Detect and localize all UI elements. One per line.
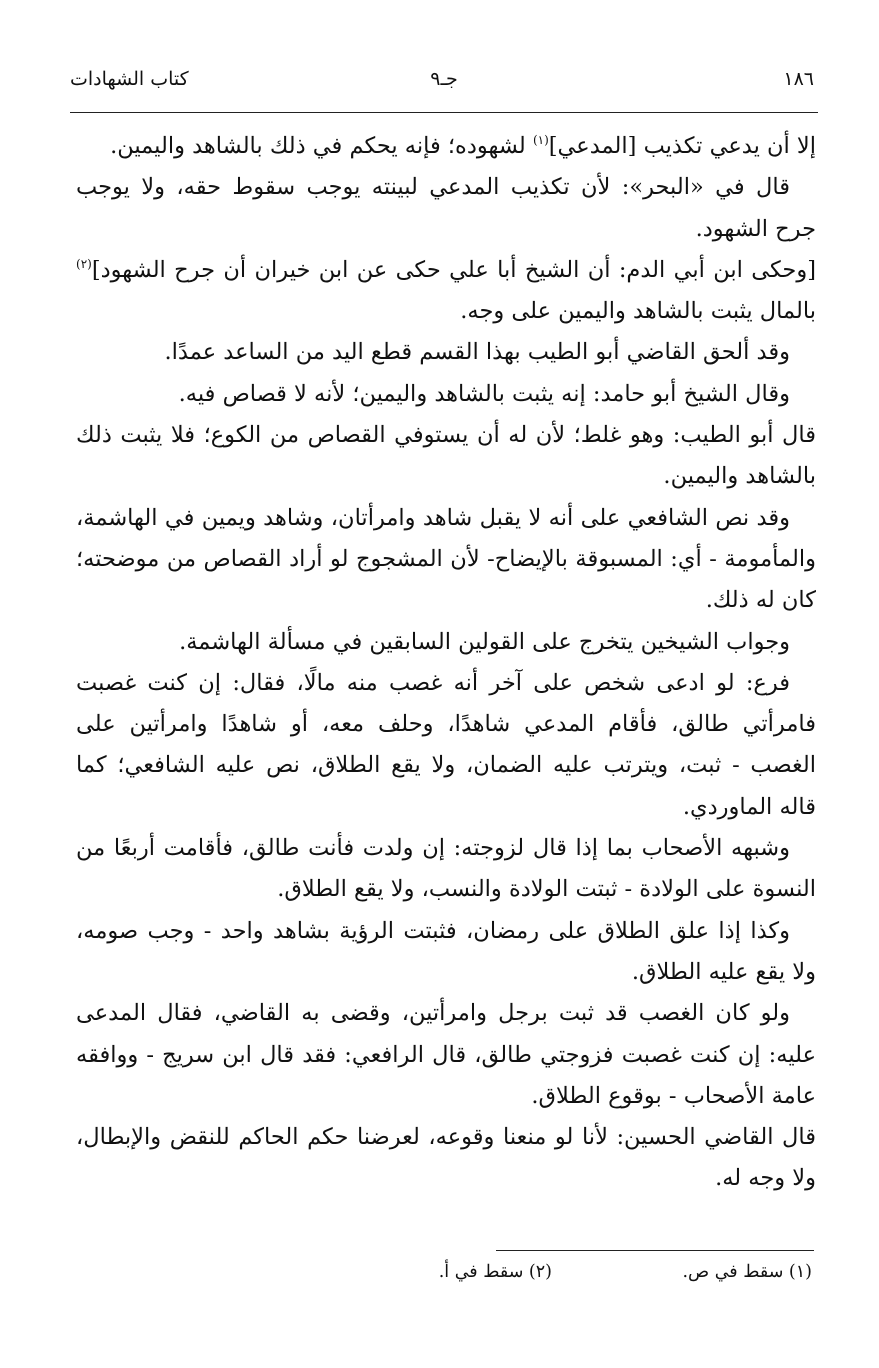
paragraph: [وحكى ابن أبي الدم: أن الشيخ أبا علي حكى عن ابن خيران أن جرح الشهود]$^{(٢)}$ بالمال يثبت بالشاهد واليمين على وجه. (76, 256, 816, 325)
footnote-divider (496, 1250, 814, 1251)
running-header (70, 62, 818, 102)
paragraph: فرع: لو ادعى شخص على آخر أنه غصب منه مالًا، فقال: إن كنت غصبت فامرأتي طالق، فأقام المدعي شاهدًا، وحلف معه، أو شاهدًا وامرأتين على الغصب - ثبت، ويترتب عليه الضمان، ولا يقع الطلاق، نص عليه الشافعي؛ كما قاله الماوردي. (76, 669, 816, 820)
paragraph: وقد نص الشافعي على أنه لا يقبل شاهد وامرأتان، وشاهد ويمين في الهاشمة، والمأمومة - أي: المسبوقة بالإيضاح- لأن المشجوج لو أراد القصاص من موضحته؛ كان له ذلك. (76, 504, 816, 614)
paragraph: قال أبو الطيب: وهو غلط؛ لأن له أن يستوفي القصاص من الكوع؛ فلا يثبت ذلك بالشاهد واليمين. (76, 422, 816, 490)
paragraph: وقد ألحق القاضي أبو الطيب بهذا القسم قطع اليد من الساعد عمدًا. (164, 339, 790, 366)
book-title: كتاب الشهادات (70, 68, 189, 90)
page-number: ١٨٦ (783, 68, 814, 90)
footnote: (١) سقط في ص. (682, 1262, 812, 1282)
paragraph: قال القاضي الحسين: لأنا لو منعنا وقوعه، لعرضنا حكم الحاكم للنقض والإبطال، ولا وجه له. (76, 1124, 816, 1192)
main-text (76, 126, 816, 1200)
paragraph: وجواب الشيخين يتخرج على القولين السابقين في مسألة الهاشمة. (179, 628, 790, 655)
footnote-ref: (٢) (76, 256, 92, 271)
footnotes (150, 1262, 812, 1292)
paragraph: قال في «البحر»: لأن تكذيب المدعي لبينته يوجب سقوط حقه، ولا يوجب جرح الشهود. (76, 174, 816, 242)
volume-number: جـ٩ (430, 68, 458, 90)
footnote: (٢) سقط في أ. (438, 1262, 552, 1282)
header-divider (70, 112, 818, 113)
footnote-ref: (١) (532, 133, 549, 147)
paragraph: وقال الشيخ أبو حامد: إنه يثبت بالشاهد واليمين؛ لأنه لا قصاص فيه. (178, 380, 790, 407)
paragraph: وكذا إذا علق الطلاق على رمضان، فثبتت الرؤية بشاهد واحد - وجب صومه، ولا يقع عليه الطلاق. (76, 917, 816, 985)
paragraph: إلا أن يدعي تكذيب [المدعي]$^{(١)}$ لشهوده؛ فإنه يحكم في ذلك بالشاهد واليمين. (110, 133, 816, 159)
paragraph: ولو كان الغصب قد ثبت برجل وامرأتين، وقضى به القاضي، فقال المدعى عليه: إن كنت غصبت فزوجتي طالق، قال الرافعي: فقد قال ابن سريج - ووافقه عامة الأصحاب - بوقوع الطلاق. (76, 1000, 816, 1109)
paragraph: وشبهه الأصحاب بما إذا قال لزوجته: إن ولدت فأنت طالق، فأقامت أربعًا من النسوة على الولادة - ثبتت الولادة والنسب، ولا يقع الطلاق. (76, 835, 816, 903)
